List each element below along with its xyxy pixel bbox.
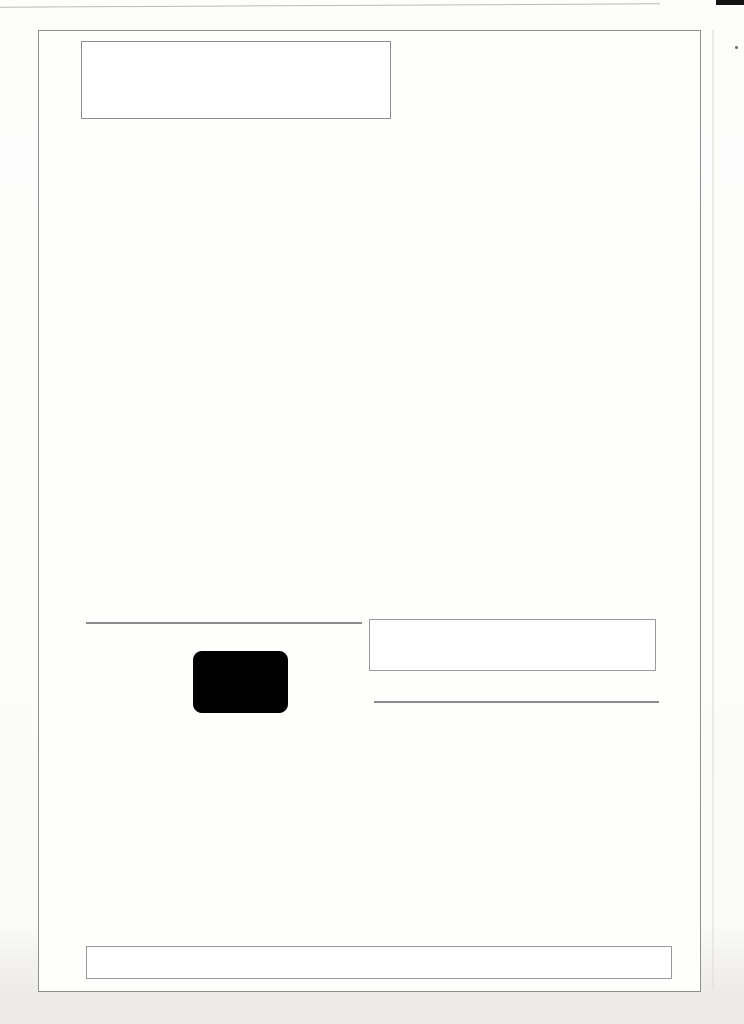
dyno-chart-svg [35,129,697,625]
scan-bottom-shade [0,994,744,1024]
chart-legend [369,619,656,671]
page-edge-shadow [712,30,714,990]
note-box [86,946,672,979]
dyno-chart [35,129,697,625]
results-table [374,701,659,703]
redaction-box [193,651,288,713]
scan-artifact-line [0,3,660,7]
page [38,30,701,992]
shop-header-box [81,41,391,119]
vehicle-info-table [86,622,362,624]
scan-artifact-dot [735,46,738,49]
scan-artifact-corner [716,0,744,5]
